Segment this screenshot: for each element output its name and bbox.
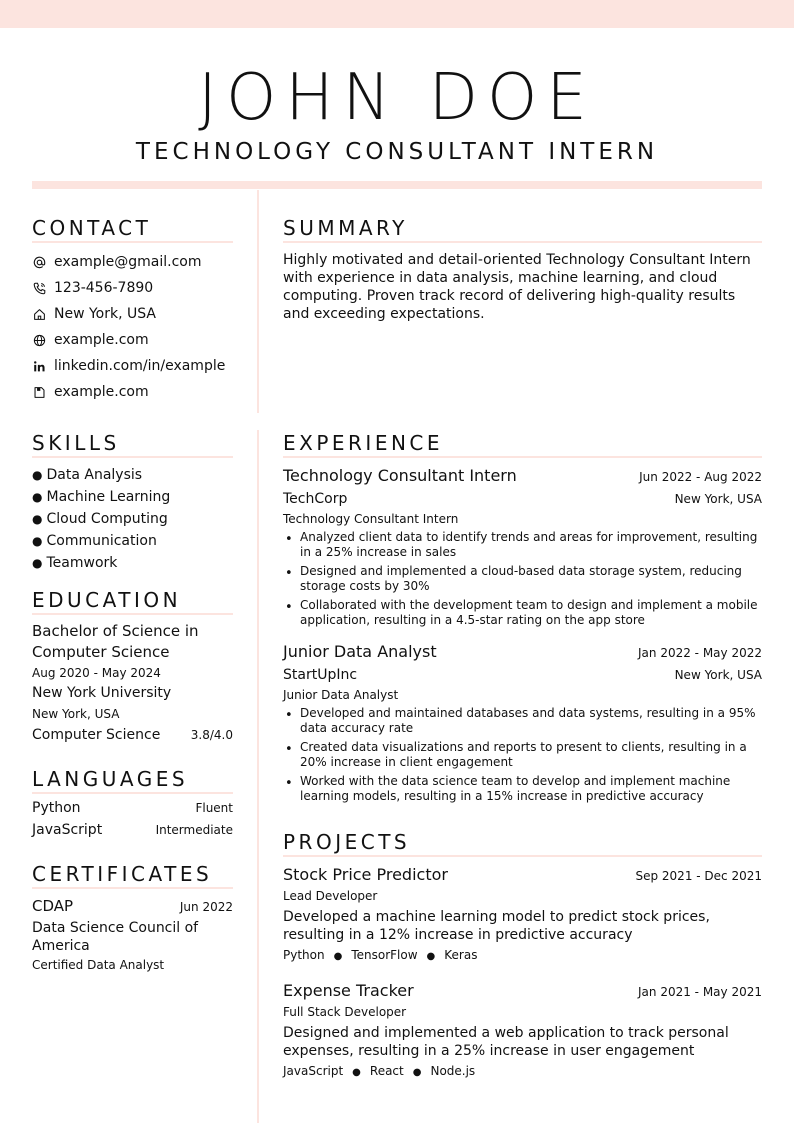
project-dates: Sep 2021 - Dec 2021: [635, 869, 762, 883]
certificate-date: Jun 2022: [179, 900, 233, 914]
column-divider-bottom: [257, 430, 259, 1123]
certificate-name: CDAP: [32, 897, 74, 915]
languages-section: [32, 766, 233, 844]
job-entry: [283, 640, 762, 804]
contact-section: [32, 215, 233, 405]
skill-label: Machine Learning: [46, 489, 171, 505]
globe-icon: [32, 333, 46, 347]
job-dates: Jun 2022 - Aug 2022: [639, 470, 762, 484]
summary-section: [283, 215, 762, 323]
phone-icon: [32, 281, 46, 295]
summary-text: Highly motivated and detail-oriented Technology Consultant Intern with experience in data analysis, machine learning, and cloud computing. Proven track record of delivering high-quality results and exceeding expectations.: [283, 252, 751, 322]
skill-item: ● Teamwork: [32, 555, 118, 571]
job-location: New York, USA: [674, 668, 762, 682]
project-title: Expense Tracker: [283, 981, 414, 1000]
blog-icon: [32, 385, 46, 399]
contact-email[interactable]: [32, 249, 233, 275]
at-icon: [32, 255, 46, 269]
job-bullet: • Created data visualizations and reports to present to clients, resulting in a 20% increase in client engagement: [283, 740, 762, 770]
skills-heading: SKILLS: [32, 430, 233, 458]
contact-phone[interactable]: [32, 275, 233, 301]
header-divider: [32, 181, 762, 189]
contact-website[interactable]: [32, 327, 233, 353]
project-tech: Node.js: [430, 1064, 476, 1078]
contact-linkedin-text: linkedin.com/in/example: [54, 358, 226, 374]
contact-heading: CONTACT: [32, 215, 233, 243]
education-school: New York University: [32, 685, 172, 701]
project-entry: [283, 979, 762, 1083]
project-techs: JavaScript ● React ● Node.js: [283, 1064, 476, 1078]
language-name: Python: [32, 800, 81, 816]
job-bullet: • Worked with the data science team to develop and implement machine learning models, resulting in a 15% increase in predictive accuracy: [283, 774, 762, 804]
language-name: JavaScript: [32, 822, 103, 838]
education-section: [32, 587, 233, 746]
language-row: [32, 822, 233, 844]
certificate-issuer: Data Science Council of America: [32, 920, 199, 954]
language-level: Fluent: [195, 801, 233, 815]
job-dates: Jan 2022 - May 2022: [638, 646, 762, 660]
candidate-name: JOHN DOE: [198, 61, 596, 135]
experience-section: [283, 430, 762, 814]
linkedin-icon: [32, 359, 46, 373]
job-location: New York, USA: [674, 492, 762, 506]
project-description: Developed a machine learning model to predict stock prices, resulting in a 12% increase in predictive accuracy: [283, 909, 710, 943]
project-description: Designed and implemented a web application to track personal expenses, resulting in a 25% increase in user engagement: [283, 1025, 729, 1059]
home-icon: [32, 307, 46, 321]
contact-website-text: example.com: [54, 332, 149, 348]
certificates-heading: CERTIFICATES: [32, 861, 233, 889]
contact-email-text: example@gmail.com: [54, 254, 202, 270]
job-title: Junior Data Analyst: [283, 642, 437, 661]
job-entry: [283, 464, 762, 628]
language-row: [32, 800, 233, 822]
project-tech: TensorFlow: [351, 948, 418, 962]
project-tech: JavaScript: [283, 1064, 344, 1078]
job-bullet: • Collaborated with the development team to design and implement a mobile application, resulting in a 4.5-star rating on the app store: [283, 598, 762, 628]
education-field-row: [32, 725, 233, 746]
top-accent-band: [0, 0, 794, 28]
job-bullets: [283, 530, 762, 628]
languages-heading: LANGUAGES: [32, 766, 233, 794]
project-tech: Keras: [444, 948, 478, 962]
education-location: New York, USA: [32, 707, 120, 721]
project-title: Stock Price Predictor: [283, 865, 448, 884]
skill-label: Teamwork: [46, 555, 118, 571]
skill-label: Communication: [46, 533, 157, 549]
skill-item: ● Data Analysis: [32, 467, 143, 483]
education-heading: EDUCATION: [32, 587, 233, 615]
column-divider-top: [257, 190, 259, 413]
job-bullets: [283, 706, 762, 804]
language-level: Intermediate: [155, 823, 233, 837]
contact-location: [32, 301, 233, 327]
job-role: Junior Data Analyst: [283, 688, 399, 702]
projects-heading: PROJECTS: [283, 829, 762, 857]
education-dates: Aug 2020 - May 2024: [32, 666, 161, 680]
project-dates: Jan 2021 - May 2021: [638, 985, 762, 999]
job-bullet: • Analyzed client data to identify trends and areas for improvement, resulting in a 25% increase in sales: [283, 530, 762, 560]
contact-location-text: New York, USA: [54, 306, 156, 322]
skill-label: Cloud Computing: [46, 511, 168, 527]
job-bullet: • Developed and maintained databases and data systems, resulting in a 95% data accuracy rate: [283, 706, 762, 736]
contact-linkedin[interactable]: [32, 353, 233, 379]
contact-phone-text: 123-456-7890: [54, 280, 154, 296]
skill-item: ● Machine Learning: [32, 489, 171, 505]
project-role: Lead Developer: [283, 889, 378, 903]
certificate-row: [32, 895, 233, 917]
contact-blog-text: example.com: [54, 384, 149, 400]
project-techs: Python ● TensorFlow ● Keras: [283, 948, 478, 962]
certificate-description: Certified Data Analyst: [32, 958, 165, 972]
experience-heading: EXPERIENCE: [283, 430, 762, 458]
skill-item: ● Cloud Computing: [32, 511, 168, 527]
skill-item: ● Communication: [32, 533, 157, 549]
skills-section: [32, 430, 233, 574]
project-tech: React: [369, 1064, 404, 1078]
education-gpa: 3.8/4.0: [190, 728, 233, 742]
projects-section: [283, 829, 762, 1083]
certificates-section: [32, 861, 233, 975]
skill-label: Data Analysis: [46, 467, 143, 483]
project-role: Full Stack Developer: [283, 1005, 407, 1019]
job-title: Technology Consultant Intern: [283, 466, 517, 485]
project-entry: [283, 863, 762, 967]
summary-heading: SUMMARY: [283, 215, 762, 243]
project-tech: Python: [283, 948, 325, 962]
job-role: Technology Consultant Intern: [283, 512, 459, 526]
education-degree: Bachelor of Science in Computer Science: [32, 622, 199, 661]
job-company: TechCorp: [283, 491, 348, 507]
candidate-title: TECHNOLOGY CONSULTANT INTERN: [135, 139, 659, 165]
job-company: StartUpInc: [283, 667, 358, 683]
contact-blog[interactable]: [32, 379, 233, 405]
education-field: Computer Science: [32, 727, 161, 743]
job-bullet: • Designed and implemented a cloud-based data storage system, reducing storage costs by 30%: [283, 564, 762, 594]
